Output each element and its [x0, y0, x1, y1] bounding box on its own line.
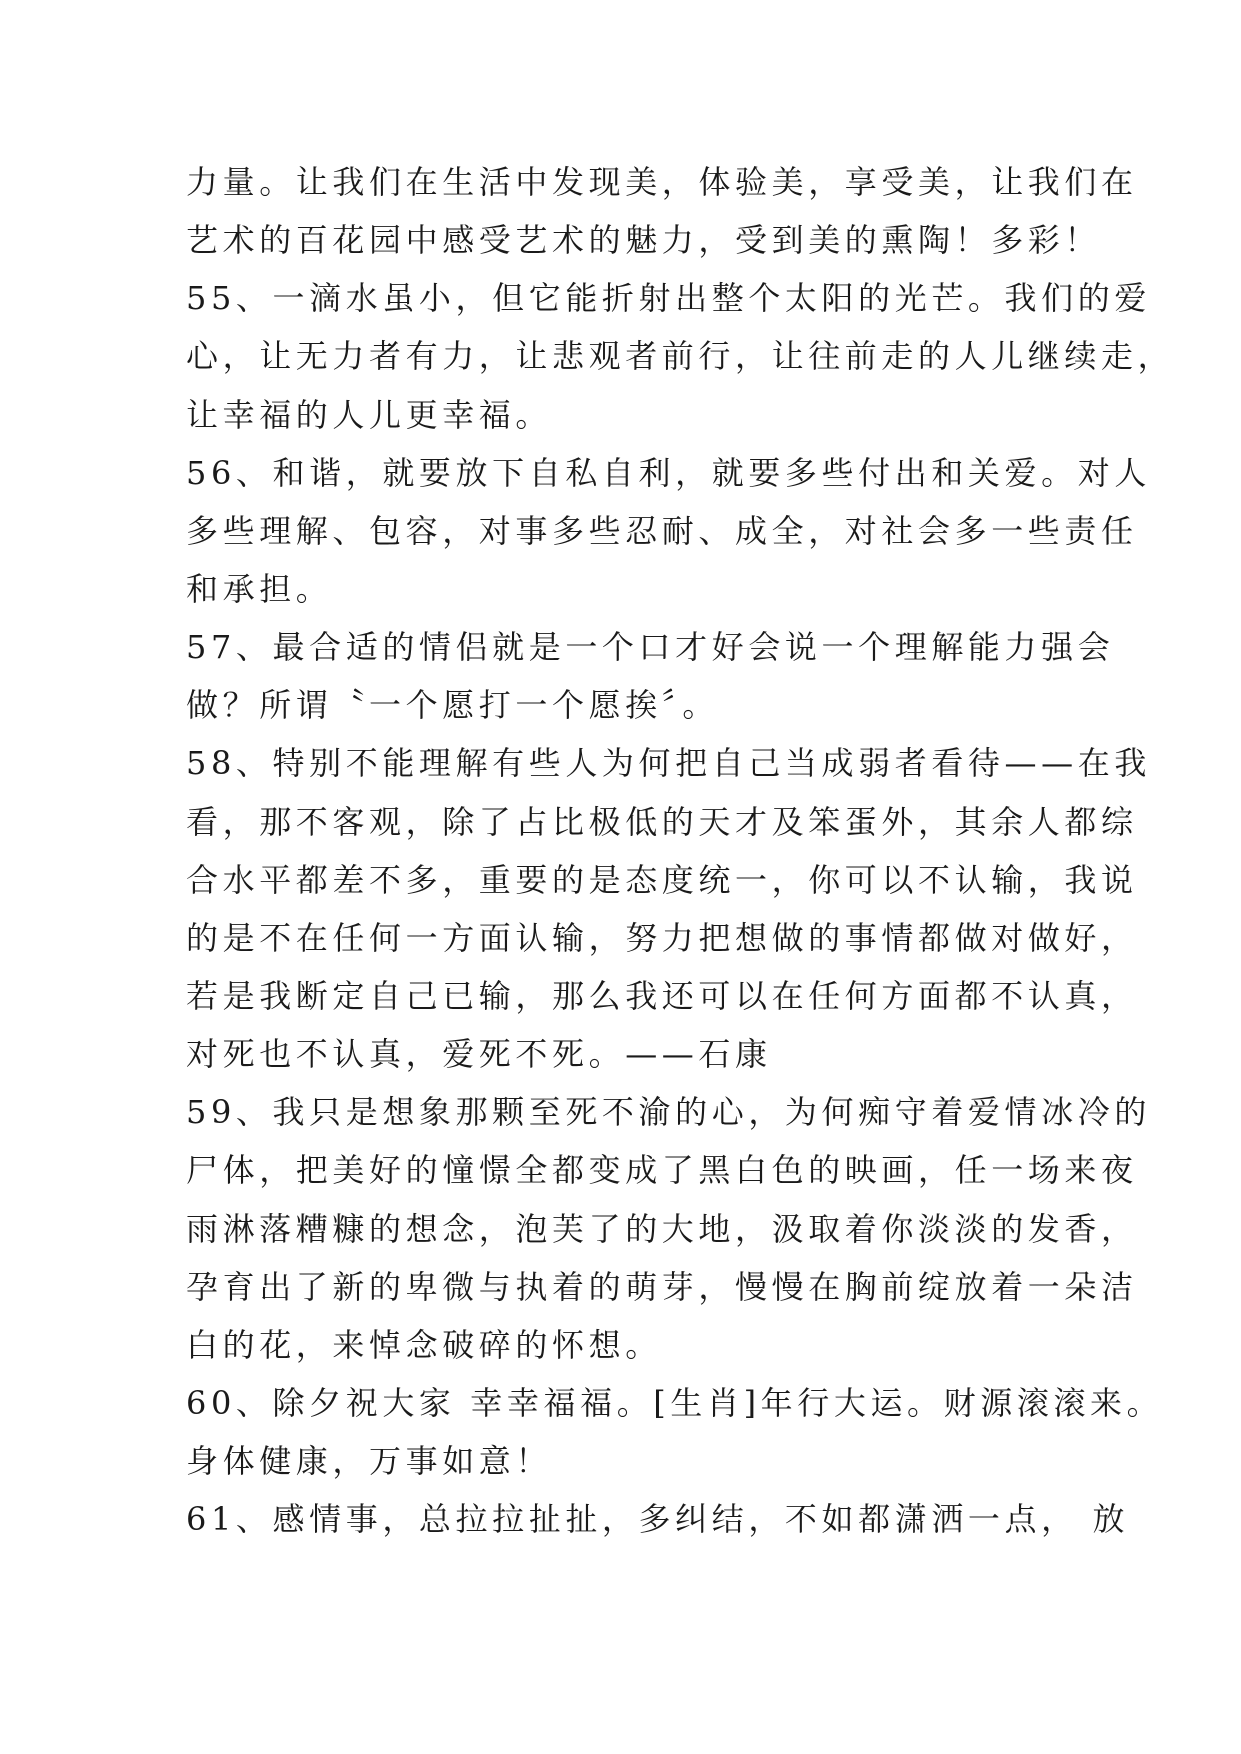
- text-line: 和承担。: [186, 569, 333, 608]
- text-line: 若是我断定自己已输，那么我还可以在任何方面都不认真，: [186, 976, 1138, 1015]
- text-line: 看，那不客观，除了占比极低的天才及笨蛋外，其余人都综: [186, 802, 1138, 841]
- text-line: 心，让无力者有力，让悲观者前行，让往前走的人儿继续走，: [186, 337, 1175, 376]
- text-line: 艺术的百花园中感受艺术的魅力，受到美的熏陶！多彩！: [186, 221, 1102, 260]
- text-line: 的是不在任何一方面认输，努力把想做的事情都做对做好，: [186, 918, 1138, 957]
- text-line: 尸体，把美好的憧憬全都变成了黑白色的映画，任一场来夜: [186, 1151, 1138, 1190]
- text-line: 合水平都差不多，重要的是态度统一，你可以不认输，我说: [186, 860, 1138, 899]
- text-line: 58、特别不能理解有些人为何把自己当成弱者看待——在我: [186, 744, 1151, 783]
- text-line: 身体健康，万事如意！: [186, 1442, 553, 1481]
- text-line: 多些理解、包容，对事多些忍耐、成全，对社会多一些责任: [186, 511, 1138, 550]
- text-line: 力量。让我们在生活中发现美，体验美，享受美，让我们在: [186, 163, 1138, 201]
- text-line: 60、除夕祝大家 幸幸福福。[生肖]年行大运。财源滚滚来。: [186, 1383, 1164, 1422]
- text-line: 55、一滴水虽小，但它能折射出整个太阳的光芒。我们的爱: [186, 279, 1151, 318]
- text-line: 让幸福的人儿更幸福。: [186, 395, 553, 434]
- document-body: [186, 153, 1175, 1548]
- text-line: 61、感情事，总拉拉扯扯，多纠结，不如都潇洒一点， 放: [186, 1500, 1130, 1539]
- text-line: 56、和谐，就要放下自私自利，就要多些付出和关爱。对人: [186, 453, 1151, 492]
- text-line: 孕育出了新的卑微与执着的萌芽，慢慢在胸前绽放着一朵洁: [186, 1267, 1138, 1306]
- text-line: 59、我只是想象那颗至死不渝的心，为何痴守着爱情冰冷的: [186, 1093, 1151, 1132]
- text-line: 雨淋落糟糠的想念，泡芙了的大地，汲取着你淡淡的发香，: [186, 1209, 1138, 1248]
- text-line: 57、最合适的情侣就是一个口才好会说一个理解能力强会: [186, 628, 1115, 667]
- text-line: 白的花，来悼念破碎的怀想。: [186, 1325, 662, 1364]
- text-line: 对死也不认真，爱死不死。——石康: [186, 1035, 772, 1074]
- text-line: 做？所谓〝一个愿打一个愿挨〞。: [186, 686, 720, 725]
